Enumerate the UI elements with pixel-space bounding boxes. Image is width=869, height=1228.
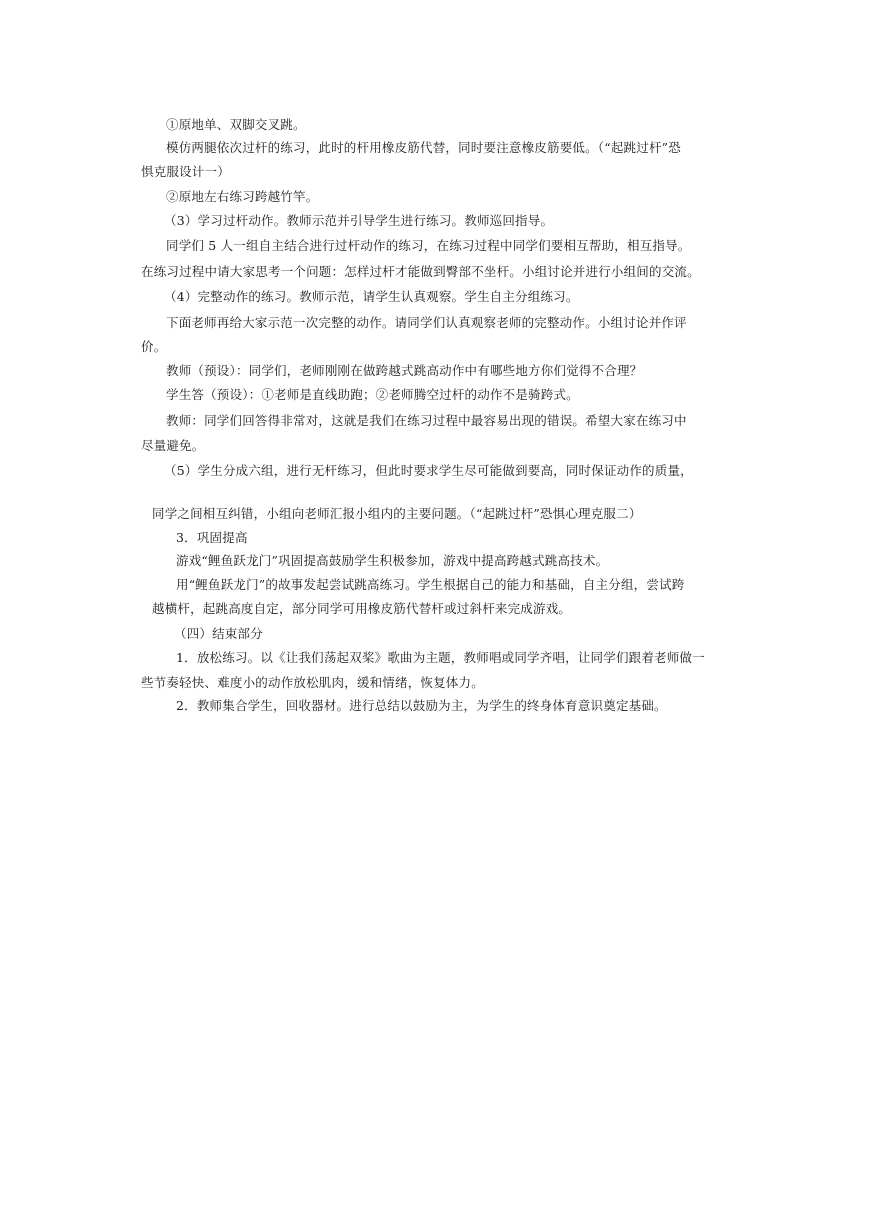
text-line: 在练习过程中请大家思考一个问题：怎样过杆才能做到臀部不坐杆。小组讨论并进行小组间的交流。 xyxy=(141,264,700,279)
text-line: （4）完整动作的练习。教师示范，请学生认真观察。学生自主分组练习。 xyxy=(164,289,579,304)
text-line: 模仿两腿依次过杆的练习，此时的杆用橡皮筋代替，同时要注意橡皮筋要低。（“起跳过杆”恐 xyxy=(166,140,681,155)
text-line: 同学之间相互纠错，小组向老师汇报小组内的主要问题。（“起跳过杆”恐惧心理克服二） xyxy=(152,506,642,521)
text-line: 价。 xyxy=(141,339,167,354)
text-line: 3．巩固提高 xyxy=(176,530,248,545)
text-line: 用“鲤鱼跃龙门”的故事发起尝试跳高练习。学生根据自己的能力和基础，自主分组，尝试跨 xyxy=(176,577,685,592)
text-line: 下面老师再给大家示范一次完整的动作。请同学们认真观察老师的完整动作。小组讨论并作评 xyxy=(166,315,687,330)
text-line: （3）学习过杆动作。教师示范并引导学生进行练习。教师巡回指导。 xyxy=(164,213,554,228)
text-line: 惧克服设计一） xyxy=(141,164,230,179)
text-line: 2．教师集合学生，回收器材。进行总结以鼓励为主，为学生的终身体育意识奠定基础。 xyxy=(176,698,667,713)
text-line: ②原地左右练习跨越竹竿。 xyxy=(166,189,319,204)
text-line: 学生答（预设）：①老师是直线助跑；②老师腾空过杆的动作不是骑跨式。 xyxy=(166,387,579,402)
text-line: （四）结束部分 xyxy=(174,626,263,641)
text-line: 越横杆，起跳高度自定，部分同学可用橡皮筋代替杆或过斜杆来完成游戏。 xyxy=(152,601,572,616)
text-line: （5）学生分成六组，进行无杆练习，但此时要求学生尽可能做到要高，同时保证动作的质量， xyxy=(164,463,693,478)
text-line: 教师：同学们回答得非常对，这就是我们在练习过程中最容易出现的错误。希望大家在练习中 xyxy=(166,413,687,428)
text-line: 尽量避免。 xyxy=(141,438,205,453)
text-line: 些节奏轻快、难度小的动作放松肌肉，缓和情绪，恢复体力。 xyxy=(141,675,484,690)
text-line: 教师（预设）：同学们，老师刚刚在做跨越式跳高动作中有哪些地方你们觉得不合理？ xyxy=(166,363,643,378)
text-line: 游戏“鲤鱼跃龙门”巩固提高鼓励学生积极参加，游戏中提高跨越式跳高技术。 xyxy=(176,553,609,568)
text-line: ①原地单、双脚交叉跳。 xyxy=(166,117,306,132)
text-line: 同学们 5 人一组自主结合进行过杆动作的练习，在练习过程中同学们要相互帮助，相互指导。 xyxy=(166,238,691,253)
text-line: 1．放松练习。以《让我们荡起双桨》歌曲为主题，教师唱或同学齐唱，让同学们跟着老师做一 xyxy=(176,650,705,665)
